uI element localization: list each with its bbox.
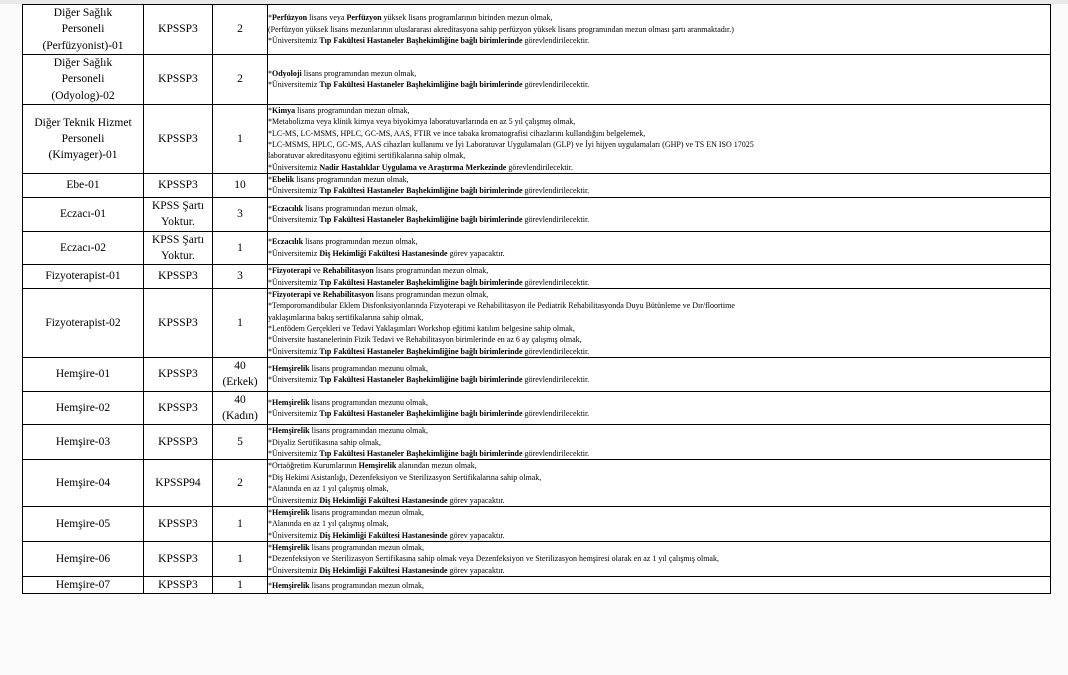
requirement-text: lisans programından mezun olmak,	[309, 580, 425, 590]
requirement-line	[268, 542, 1050, 553]
requirement-emphasis: Hemşirelik	[272, 364, 310, 373]
cell-unvan-line: Ebe-01	[66, 179, 100, 192]
requirement-text: *LC-MSMS, HPLC, GC-MS, AAS cihazları kullanımı ve İyi Laboratuvar Uygulamaları (GLP) ve İyi hijyen uygulamaları (GHP) ve TS EN ISO 17025	[268, 140, 754, 150]
cell-quantity-line: (Erkek)	[222, 376, 258, 389]
requirement-line	[268, 185, 1050, 196]
cell-quantity-line: 40	[234, 360, 246, 373]
cell-quantity	[213, 104, 268, 173]
cell-kpss-type	[144, 174, 213, 198]
table-row	[23, 5, 1051, 55]
cell-quantity-line: 2	[237, 73, 243, 86]
requirement-text: laboratuvar akreditasyonu eğitimi sertifikalarına sahip olmak,	[268, 151, 466, 161]
requirement-text: *Üniversitemiz	[268, 36, 320, 46]
requirement-text: *	[268, 175, 272, 185]
requirement-text: lisans programından mezun olmak,	[303, 203, 418, 213]
cell-kpss-type-line: KPSSP3	[158, 179, 198, 192]
requirement-line	[268, 174, 1050, 185]
requirement-line	[268, 203, 1050, 214]
requirement-line	[268, 530, 1050, 541]
requirement-text: *Alanında en az 1 yıl çalışmış olmak,	[268, 519, 389, 529]
requirement-text: lisans programından mezunu olmak,	[309, 364, 429, 373]
requirement-text: *	[268, 289, 272, 299]
requirement-emphasis: Hemşirelik	[272, 507, 310, 517]
cell-requirements	[268, 577, 1051, 594]
requirement-emphasis: Tıp Fakültesi Hastaneler Başhekimliğine bağlı birimlerinde	[319, 375, 523, 385]
cell-quantity-line: 1	[237, 517, 243, 530]
requirement-text: lisans programından mezun olmak,	[294, 175, 409, 185]
requirement-line	[268, 460, 1050, 471]
requirement-line	[268, 289, 1050, 300]
requirement-text: *Metabolizma veya klinik kimya veya biyokimya laboratuvarlarında en az 5 yıl çalışmış olmak,	[268, 117, 576, 127]
cell-requirements	[268, 460, 1051, 506]
requirement-text: *Üniversitemiz	[268, 80, 320, 90]
cell-requirements	[268, 425, 1051, 460]
cell-quantity	[213, 358, 268, 392]
cell-requirements	[268, 197, 1051, 231]
cell-quantity-line: (Kadın)	[222, 410, 258, 423]
requirement-line	[268, 312, 1050, 323]
cell-quantity-line: 3	[237, 270, 243, 283]
requirement-text: *Üniversitemiz	[268, 277, 320, 287]
cell-unvan	[23, 265, 144, 289]
requirement-text: lisans programından mezun olmak,	[301, 69, 417, 79]
cell-unvan-line: Fizyoterapist-02	[45, 316, 121, 329]
requirement-line	[268, 162, 1050, 173]
requirement-text: *Üniversitemiz	[268, 346, 320, 356]
cell-unvan	[23, 541, 144, 576]
requirement-emphasis: Eczacılık	[272, 237, 304, 247]
requirement-text: görevlendirilecektir.	[522, 449, 590, 459]
cell-quantity	[213, 265, 268, 289]
requirement-text: *Diş Hekimi Asistanlığı, Dezenfeksiyon ve Sterilizasyon Sertifikalarına sahip olmak,	[268, 472, 542, 482]
requirement-emphasis: Odyoloji	[272, 69, 302, 79]
cell-unvan	[23, 104, 144, 173]
requirement-emphasis: Tıp Fakültesi Hastaneler Başhekimliğine bağlı birimlerinde	[319, 215, 523, 225]
requirement-line	[268, 565, 1050, 576]
requirement-text: *Üniversitemiz	[268, 186, 320, 196]
requirement-line	[268, 437, 1050, 448]
requirement-emphasis: Hemşirelik	[272, 426, 310, 436]
requirement-line	[268, 265, 1050, 276]
requirement-text: *Üniversite hastanelerinin Fizik Tedavi ve Rehabilitasyon birimlerinde en az 6 ay çalışmış olmak,	[268, 335, 582, 345]
cell-kpss-type	[144, 104, 213, 173]
cell-unvan-line: (Kimyager)-01	[48, 149, 118, 162]
cell-requirements	[268, 265, 1051, 289]
requirement-text: görev yapacaktır.	[447, 530, 505, 540]
cell-unvan	[23, 358, 144, 392]
cell-quantity-line: 1	[237, 552, 243, 565]
cell-unvan-line: Diğer Sağlık	[53, 7, 113, 19]
cell-requirements	[268, 391, 1051, 425]
cell-requirements	[268, 231, 1051, 265]
requirement-emphasis: Kimya	[272, 105, 296, 115]
requirement-emphasis: Tıp Fakültesi Hastaneler Başhekimliğine bağlı birimlerinde	[319, 36, 523, 46]
requirement-line	[268, 35, 1050, 46]
cell-quantity	[213, 425, 268, 460]
requirement-text: *Ortaöğretim Kurumlarının	[268, 461, 359, 471]
cell-unvan	[23, 460, 144, 506]
cell-quantity-line: 2	[237, 476, 243, 489]
requirement-text: *	[268, 397, 272, 407]
requirement-line	[268, 363, 1050, 374]
requirement-text: *	[268, 507, 272, 517]
requirement-text: lisans programından mezun olmak,	[309, 507, 425, 517]
cell-unvan	[23, 391, 144, 425]
requirement-emphasis: Fizyoterapi ve Rehabilitasyon	[272, 289, 374, 299]
cell-quantity	[213, 460, 268, 506]
cell-unvan-line: Hemşire-05	[55, 517, 111, 530]
requirement-emphasis: Tıp Fakültesi Hastaneler Başhekimliğine bağlı birimlerinde	[319, 80, 523, 90]
cell-quantity	[213, 54, 268, 104]
requirement-text: lisans programından mezun olmak,	[373, 289, 489, 299]
cell-kpss-type	[144, 391, 213, 425]
requirement-text: görev yapacaktır.	[447, 495, 505, 505]
requirement-line	[268, 495, 1050, 506]
cell-kpss-type-line: KPSSP3	[158, 579, 198, 592]
cell-kpss-type-line: KPSSP3	[158, 270, 198, 283]
requirement-line	[268, 105, 1050, 116]
cell-quantity	[213, 577, 268, 594]
cell-unvan-line: Diğer Sağlık	[53, 56, 113, 69]
table-row	[23, 577, 1051, 594]
cell-quantity	[213, 197, 268, 231]
cell-unvan-line: Personeli	[61, 73, 105, 86]
cell-requirements	[268, 104, 1051, 173]
cell-quantity	[213, 506, 268, 541]
requirement-text: görevlendirilecektir.	[522, 36, 590, 46]
table-row	[23, 358, 1051, 392]
requirement-line	[268, 300, 1050, 311]
requirement-text: yüksek lisans programlarının birinden mezun olmak,	[381, 13, 553, 23]
requirement-line	[268, 580, 1050, 591]
cell-quantity-line: 5	[237, 436, 243, 449]
requirement-text: *Diyaliz Sertifikasına sahip olmak,	[268, 437, 381, 447]
requirement-text: yaklaşımlarına bakış sertifikalarına sahip olmak,	[268, 312, 424, 322]
table-row	[23, 506, 1051, 541]
cell-unvan-line: Personeli	[61, 23, 105, 36]
table-row	[23, 54, 1051, 104]
requirement-emphasis: Tıp Fakültesi Hastaneler Başhekimliğine bağlı birimlerinde	[319, 277, 523, 287]
cell-unvan-line: Eczacı-01	[60, 208, 106, 220]
requirement-text: görevlendirilecektir.	[522, 346, 590, 356]
cell-unvan	[23, 197, 144, 231]
table-row	[23, 197, 1051, 231]
cell-kpss-type-line: KPSSP3	[158, 132, 198, 145]
cell-kpss-type	[144, 460, 213, 506]
requirement-line	[268, 483, 1050, 494]
cell-kpss-type-line: KPSS Şartı	[151, 233, 205, 246]
cell-quantity-line: 1	[237, 132, 243, 145]
cell-unvan-line: Eczacı-02	[60, 241, 106, 254]
table-row	[23, 460, 1051, 506]
requirement-text: *Üniversitemiz	[268, 375, 320, 385]
requirement-emphasis: Eczacılık	[272, 203, 304, 213]
requirement-line	[268, 397, 1050, 408]
requirement-text: *	[268, 237, 272, 247]
cell-kpss-type-line: KPSSP3	[158, 316, 198, 329]
cell-unvan-line: Hemşire-03	[55, 436, 111, 449]
requirement-emphasis: Tıp Fakültesi Hastaneler Başhekimliğine bağlı birimlerinde	[319, 186, 523, 196]
cell-quantity	[213, 541, 268, 576]
cell-kpss-type-line: KPSSP3	[158, 73, 198, 86]
requirement-text: görevlendirilecektir.	[522, 215, 590, 225]
cell-quantity-line: 10	[234, 179, 246, 192]
cell-kpss-type	[144, 54, 213, 104]
cell-kpss-type	[144, 506, 213, 541]
cell-kpss-type-line: KPSSP3	[158, 517, 198, 530]
requirement-line	[268, 79, 1050, 90]
table-row	[23, 288, 1051, 357]
cell-quantity-line: 40	[234, 393, 246, 406]
cell-unvan-line: (Perfüzyonist)-01	[42, 39, 124, 52]
requirement-line	[268, 12, 1050, 23]
cell-unvan-line: Fizyoterapist-01	[45, 270, 121, 283]
cell-quantity-line: 3	[237, 208, 243, 220]
requirement-line	[268, 507, 1050, 518]
table-row	[23, 104, 1051, 173]
requirement-line	[268, 346, 1050, 357]
requirement-line	[268, 472, 1050, 483]
requirement-text: *Üniversitemiz	[268, 530, 320, 540]
requirement-text: *	[268, 266, 272, 276]
cell-unvan-line: Hemşire-07	[55, 579, 111, 592]
cell-requirements	[268, 174, 1051, 198]
requirement-emphasis: Hemşirelik	[272, 580, 310, 590]
requirement-line	[268, 24, 1050, 35]
cell-kpss-type-line: KPSSP3	[158, 552, 198, 565]
cell-unvan	[23, 231, 144, 265]
requirement-text: *Temporomandibular Eklem Disfonksiyonlarında Fizyoterapi ve Rehabilitasyon ile Pediatrik Rehabilitasyonda Duyu Bütünleme ve Dır/floortime	[268, 301, 735, 311]
table-container	[22, 4, 1050, 594]
cell-unvan-line: Diğer Teknik Hizmet	[34, 116, 132, 129]
cell-kpss-type-line: Yoktur.	[161, 216, 195, 229]
cell-unvan	[23, 54, 144, 104]
table-row	[23, 265, 1051, 289]
requirement-text: *	[268, 580, 272, 590]
positions-table-body	[23, 5, 1051, 594]
cell-requirements	[268, 541, 1051, 576]
cell-quantity-line: 1	[237, 241, 243, 254]
requirement-line	[268, 139, 1050, 150]
requirement-text: *	[268, 13, 272, 23]
cell-kpss-type	[144, 541, 213, 576]
cell-quantity	[213, 174, 268, 198]
requirement-emphasis: Perfüzyon	[272, 13, 308, 23]
cell-requirements	[268, 54, 1051, 104]
requirement-line	[268, 425, 1050, 436]
requirement-text: görevlendirilecektir.	[522, 375, 590, 385]
cell-requirements	[268, 358, 1051, 392]
requirement-text: *	[268, 364, 272, 373]
cell-unvan	[23, 288, 144, 357]
requirement-text: görevlendirilecektir.	[522, 80, 590, 90]
cell-quantity-line: 2	[237, 23, 243, 36]
requirement-text: *	[268, 542, 272, 552]
cell-kpss-type-line: Yoktur.	[161, 249, 195, 262]
requirement-text: *Dezenfeksiyon ve Sterilizasyon Sertifikasına sahip olmak veya Dezenfeksiyon ve Sterilizasyon hemşiresi olarak en az 1 yıl çalışmış olmak,	[268, 554, 719, 564]
cell-unvan-line: Hemşire-06	[55, 552, 111, 565]
requirement-line	[268, 116, 1050, 127]
requirement-emphasis: Tıp Fakültesi Hastaneler Başhekimliğine bağlı birimlerinde	[319, 346, 523, 356]
requirement-emphasis: Ebelik	[272, 175, 295, 185]
requirement-line	[268, 128, 1050, 139]
requirement-line	[268, 448, 1050, 459]
requirement-text: görevlendirilecektir.	[506, 162, 573, 172]
requirement-text: *	[268, 426, 272, 436]
cell-unvan-line: Hemşire-04	[55, 476, 111, 489]
cell-kpss-type-line: KPSSP3	[158, 401, 198, 414]
positions-table	[22, 4, 1051, 594]
requirement-emphasis: Hemşirelik	[272, 542, 310, 552]
cell-kpss-type	[144, 197, 213, 231]
requirement-line	[268, 150, 1050, 161]
requirement-line	[268, 68, 1050, 79]
requirement-line	[268, 277, 1050, 288]
table-row	[23, 541, 1051, 576]
requirement-line	[268, 518, 1050, 529]
requirement-line	[268, 214, 1050, 225]
cell-kpss-type	[144, 577, 213, 594]
requirement-text: lisans programından mezun olmak,	[303, 237, 418, 247]
cell-unvan	[23, 577, 144, 594]
requirement-text: lisans programından mezunu olmak,	[309, 426, 429, 436]
cell-quantity	[213, 5, 268, 55]
cell-quantity	[213, 288, 268, 357]
cell-requirements	[268, 5, 1051, 55]
cell-kpss-type	[144, 265, 213, 289]
requirement-text: lisans programından mezun olmak,	[373, 266, 489, 276]
requirement-text: *Alanında en az 1 yıl çalışmış olmak,	[268, 484, 389, 494]
cell-unvan-line: (Odyolog)-02	[51, 89, 115, 102]
cell-quantity	[213, 231, 268, 265]
requirement-emphasis: Hemşirelik	[272, 397, 310, 407]
cell-quantity	[213, 391, 268, 425]
requirement-text: *	[268, 105, 272, 115]
requirement-text: *	[268, 69, 272, 79]
cell-kpss-type-line: KPSSP3	[158, 436, 198, 449]
requirement-text: görev yapacaktır.	[447, 248, 505, 258]
requirement-text: lisans programından mezun olmak,	[295, 105, 410, 115]
requirement-text: lisans programından mezunu olmak,	[309, 397, 429, 407]
requirement-text: *Üniversitemiz	[268, 449, 320, 459]
cell-unvan-line: Hemşire-02	[55, 401, 111, 414]
cell-kpss-type	[144, 288, 213, 357]
cell-kpss-type-line: KPSSP3	[158, 23, 198, 36]
requirement-text: *Üniversitemiz	[268, 162, 320, 172]
requirement-text: *LC-MS, LC-MSMS, HPLC, GC-MS, AAS, FTIR ve ince tabaka kromatografisi cihazlarını kullandığını belgelemek,	[268, 128, 646, 138]
requirement-emphasis: Tıp Fakültesi Hastaneler Başhekimliğine bağlı birimlerinde	[319, 449, 523, 459]
requirement-line	[268, 248, 1050, 259]
table-row	[23, 231, 1051, 265]
requirement-text: görevlendirilecektir.	[522, 186, 590, 196]
table-row	[23, 425, 1051, 460]
cell-quantity-line: 1	[237, 579, 243, 592]
cell-kpss-type-line: KPSS Şartı	[151, 199, 205, 212]
cell-kpss-type	[144, 5, 213, 55]
requirement-text: *Üniversitemiz	[268, 409, 320, 419]
cell-requirements	[268, 506, 1051, 541]
requirement-text: *Üniversitemiz	[268, 565, 320, 575]
requirement-text: ve	[311, 266, 323, 276]
requirement-text: *Lenfödem Gerçekleri ve Tedavi Yaklaşımları Workshop eğitimi katılım belgesine sahip olmak,	[268, 323, 575, 333]
requirement-line	[268, 374, 1050, 385]
requirement-line	[268, 334, 1050, 345]
requirement-emphasis: Tıp Fakültesi Hastaneler Başhekimliğine bağlı birimlerinde	[319, 409, 523, 419]
requirement-emphasis: Perfüzyon	[346, 13, 382, 23]
table-row	[23, 174, 1051, 198]
requirement-text: *Üniversitemiz	[268, 215, 320, 225]
cell-unvan	[23, 5, 144, 55]
cell-kpss-type	[144, 425, 213, 460]
cell-kpss-type	[144, 231, 213, 265]
requirement-text: *Üniversitemiz	[268, 248, 320, 258]
cell-quantity-line: 1	[237, 316, 243, 329]
requirement-emphasis: Fizyoterapi	[272, 266, 312, 276]
cell-unvan	[23, 506, 144, 541]
requirement-text: (Perfüzyon yüksek lisans mezunlarının uluslararası akreditasyona sahip perfüzyon yüksek lisans programından mezun olması şartı aranmaktadır.)	[268, 24, 734, 34]
requirement-line	[268, 236, 1050, 247]
cell-kpss-type	[144, 358, 213, 392]
requirement-text: görevlendirilecektir.	[522, 277, 590, 287]
requirement-text: alanından mezun olmak,	[396, 461, 477, 471]
requirement-line	[268, 323, 1050, 334]
requirement-text: lisans programından mezun olmak,	[309, 542, 425, 552]
table-row	[23, 391, 1051, 425]
requirement-text: lisans veya	[307, 13, 347, 23]
requirement-emphasis: Diş Hekimliği Fakültesi Hastanesinde	[319, 565, 448, 575]
cell-kpss-type-line: KPSSP3	[158, 368, 198, 381]
cell-unvan-line: Personeli	[61, 132, 105, 145]
requirement-text: görev yapacaktır.	[447, 565, 505, 575]
requirement-emphasis: Hemşirelik	[358, 461, 397, 471]
requirement-emphasis: Nadir Hastalıklar Uygulama ve Araştırma Merkezinde	[319, 162, 507, 172]
requirement-emphasis: Rehabilitasyon	[322, 266, 374, 276]
cell-unvan-line: Hemşire-01	[55, 368, 111, 381]
requirement-emphasis: Diş Hekimliği Fakültesi Hastanesinde	[319, 495, 448, 505]
requirement-text: *	[268, 203, 272, 213]
requirement-line	[268, 553, 1050, 564]
cell-unvan	[23, 425, 144, 460]
requirement-text: *Üniversitemiz	[268, 495, 320, 505]
requirement-emphasis: Diş Hekimliği Fakültesi Hastanesinde	[319, 530, 448, 540]
requirement-emphasis: Diş Hekimliği Fakültesi Hastanesinde	[319, 248, 448, 258]
requirement-text: görevlendirilecektir.	[522, 409, 590, 419]
requirement-line	[268, 408, 1050, 419]
cell-kpss-type-line: KPSSP94	[155, 476, 201, 489]
cell-requirements	[268, 288, 1051, 357]
cell-unvan	[23, 174, 144, 198]
